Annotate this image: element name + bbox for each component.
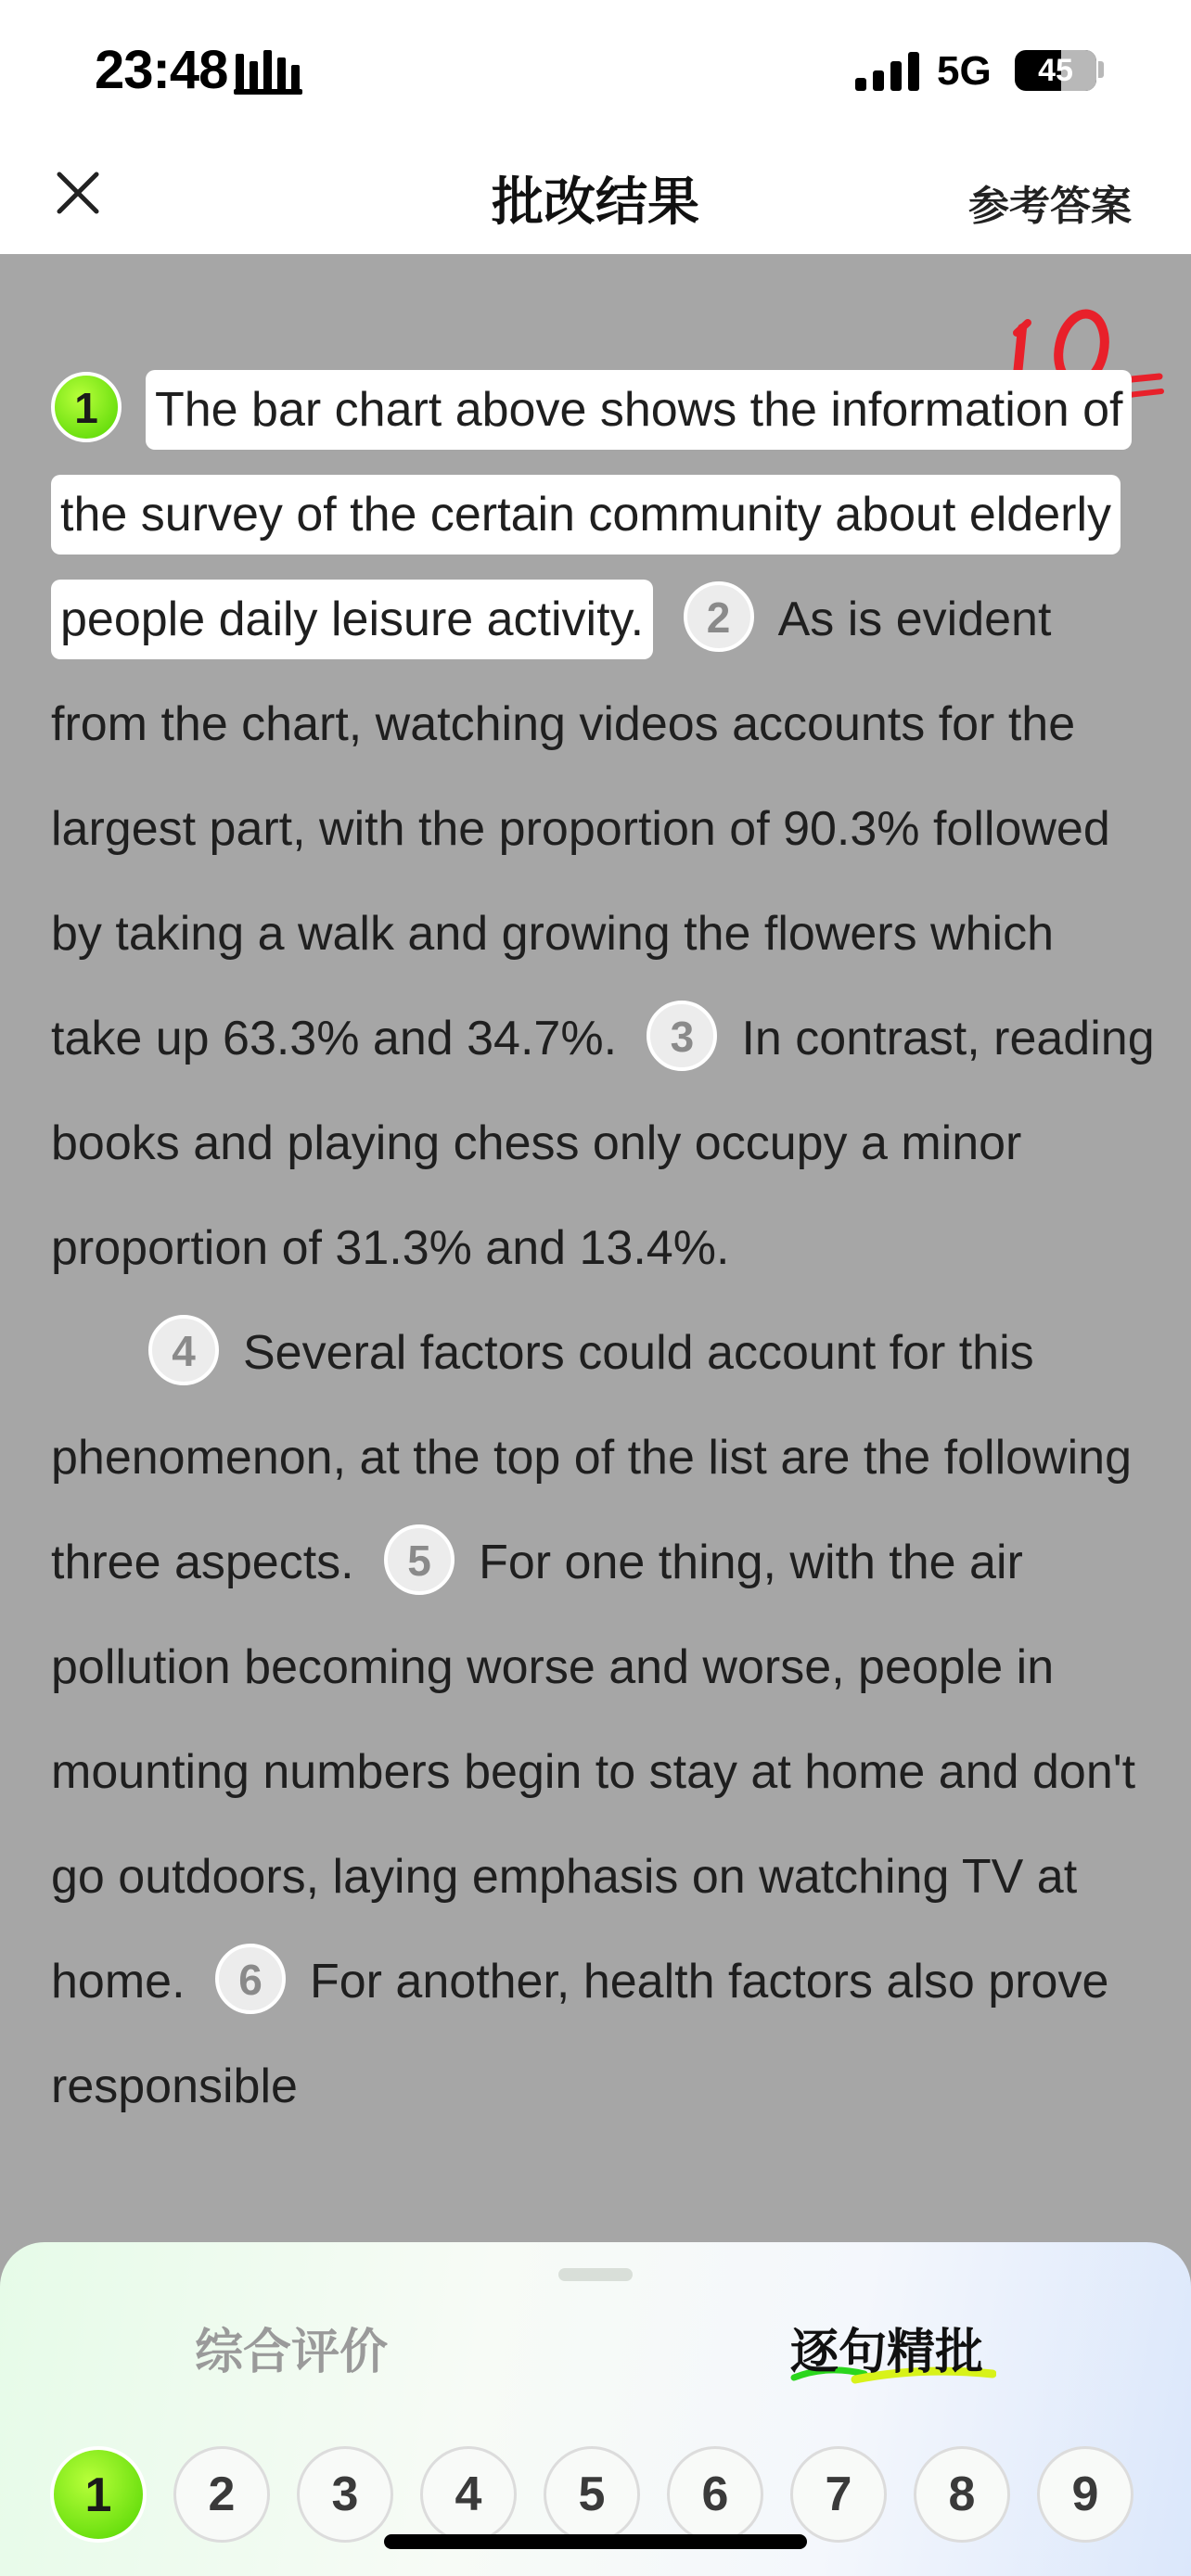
page-title: 批改结果 — [492, 172, 699, 231]
nav-bar — [0, 141, 1191, 254]
sentence-4[interactable]: Several factors could account for this phenomenon, at the top of the list are the following three aspects. — [51, 1326, 1132, 1589]
sentence-3[interactable]: In contrast, reading books and playing chess only occupy a minor proportion of 31.3% and 13.4%. — [51, 1012, 1155, 1275]
sentence-6[interactable]: For another, health factors also prove responsible — [51, 1955, 1109, 2113]
sentence-number-nav — [50, 2446, 1145, 2535]
close-icon[interactable] — [50, 165, 106, 221]
status-bar — [0, 0, 1191, 141]
sentence-2[interactable]: As is evident from the chart, watching videos accounts for the largest part, with the proportion of 90.3% followed by taking a walk and growing the flowers which take up 63.3% and 34.7%. — [51, 593, 1110, 1065]
sheet-drag-handle[interactable] — [558, 2268, 633, 2281]
tab-sentence-review[interactable]: 逐句精批 — [790, 2326, 984, 2379]
bottom-sheet — [0, 2242, 1191, 2576]
tab-overall-evaluation[interactable]: 综合评价 — [195, 2326, 389, 2379]
sentence-nav-5[interactable]: 5 — [544, 2446, 640, 2543]
sentence-nav-6[interactable]: 6 — [667, 2446, 763, 2543]
reference-answer-link[interactable]: 参考答案 — [968, 184, 1132, 229]
sentence-5[interactable]: For one thing, with the air pollution becoming worse and worse, people in mounting numbers begin to stay at home and don't go outdoors, laying emphasis on watching TV at home. — [51, 1536, 1136, 2009]
battery-cap — [1098, 61, 1104, 78]
cellular-signal-icon — [855, 52, 920, 91]
sentence-nav-7[interactable]: 7 — [790, 2446, 887, 2543]
sentence-badge-6[interactable]: 6 — [215, 1944, 286, 2014]
status-time: 23:48 — [95, 40, 228, 100]
sentence-badge-1[interactable]: 1 — [51, 372, 122, 442]
sentence-nav-3[interactable]: 3 — [297, 2446, 393, 2543]
home-indicator — [384, 2534, 807, 2549]
network-type: 5G — [937, 48, 992, 94]
activity-bars-icon — [234, 48, 314, 96]
battery-icon — [1015, 50, 1096, 91]
sentence-nav-4[interactable]: 4 — [420, 2446, 517, 2543]
sentence-badge-4[interactable]: 4 — [148, 1315, 219, 1385]
sentence-nav-9[interactable]: 9 — [1037, 2446, 1133, 2543]
sentence-nav-1[interactable]: 1 — [50, 2446, 147, 2543]
essay-content — [0, 254, 1191, 2257]
essay-text — [51, 358, 1155, 2139]
sentence-nav-8[interactable]: 8 — [914, 2446, 1010, 2543]
sentence-nav-2[interactable]: 2 — [173, 2446, 270, 2543]
sentence-badge-5[interactable]: 5 — [384, 1524, 455, 1595]
sentence-badge-3[interactable]: 3 — [647, 1001, 717, 1071]
sentence-1[interactable]: The bar chart above shows the information of the survey of the certain community about elderly people daily leisure activity. — [51, 370, 1132, 659]
sentence-badge-2[interactable]: 2 — [684, 581, 754, 652]
battery-level: 45 — [1038, 53, 1073, 88]
